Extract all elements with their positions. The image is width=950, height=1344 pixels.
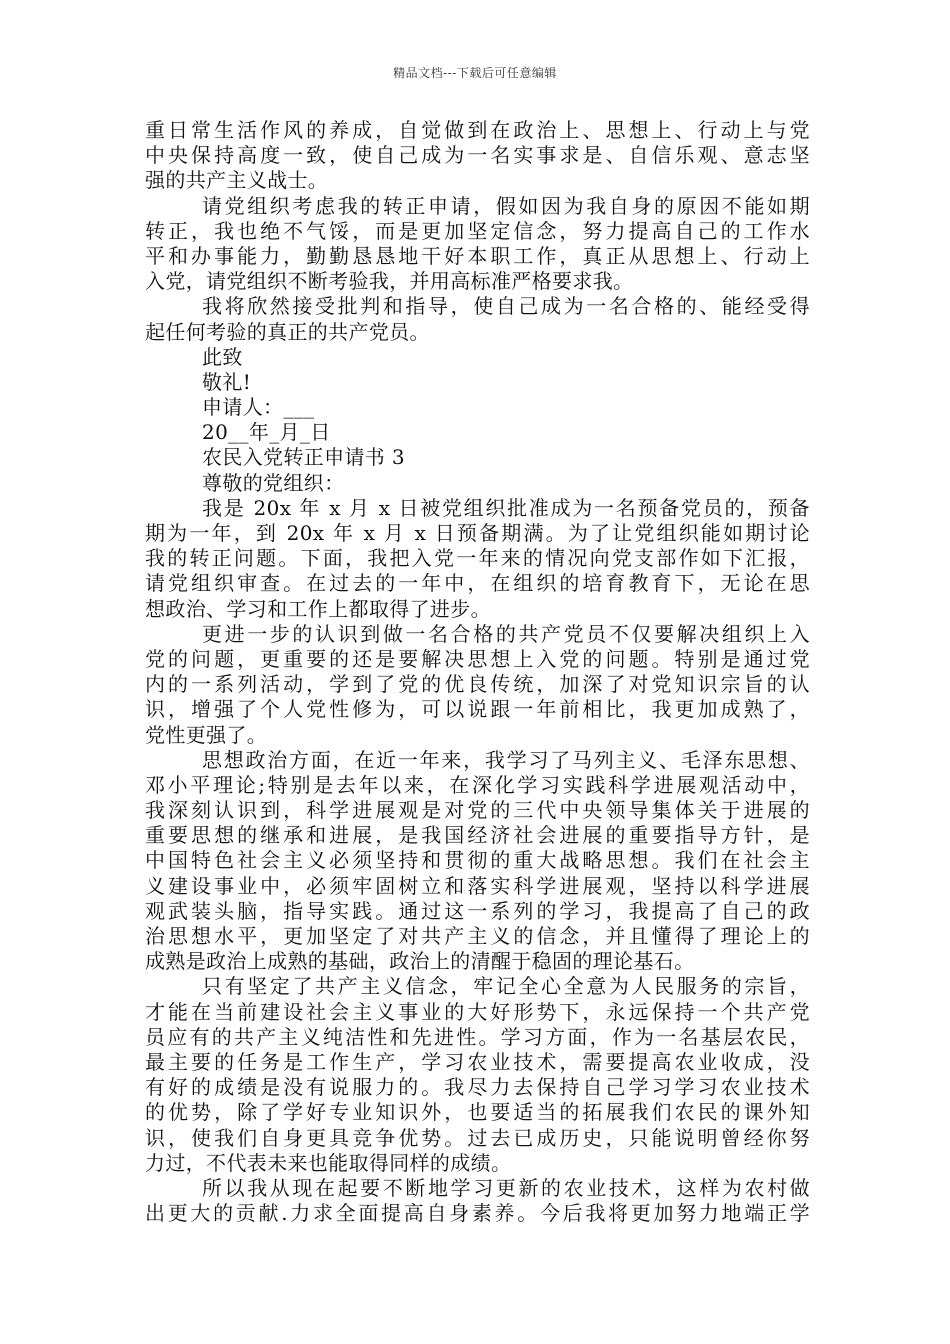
text-line: 我是 20x 年 x 月 x 日被党组织批准成为一名预备党员的，预备 — [202, 495, 810, 520]
text-line: 起任何考验的真正的共产党员。 — [145, 319, 430, 344]
text-line: 尊敬的党组织： — [202, 470, 345, 495]
text-line: 识，使我们自身更具竞争优势。过去已成历史，只能说明曾经你努 — [145, 1125, 810, 1150]
text-line: 请党组织审查。在过去的一年中，在组织的培育教育下，无论在思 — [145, 571, 810, 596]
text-line: 观武装头脑，指导实践。通过这一系列的学习，我提高了自己的政 — [145, 898, 810, 923]
text-line: 20__年_月_日 — [202, 420, 331, 445]
text-line: 期为一年，到 20x 年 x 月 x 日预备期满。为了让党组织能如期讨论 — [145, 521, 810, 545]
text-line: 党的问题，更重要的还是要解决思想上入党的问题。特别是通过党 — [145, 646, 810, 671]
text-line: 农民入党转正申请书 3 — [202, 445, 405, 470]
text-line: 才能在当前建设社会主义事业的大好形势下，永远保持一个共产党 — [145, 999, 810, 1024]
text-line: 强的共产主义战士。 — [145, 168, 329, 193]
text-line: 想政治、学习和工作上都取得了进步。 — [145, 596, 491, 621]
text-line: 义建设事业中，必须牢固树立和落实科学进展观，坚持以科学进展 — [145, 873, 810, 898]
text-line: 所以我从现在起要不断地学习更新的农业技术，这样为农村做 — [202, 1175, 810, 1200]
text-line: 请党组织考虑我的转正申请，假如因为我自身的原因不能如期 — [202, 193, 810, 218]
text-line: 内的一系列活动，学到了党的优良传统，加深了对党知识宗旨的认 — [145, 672, 810, 697]
text-line: 最主要的任务是工作生产，学习农业技术，需要提高农业收成，没 — [145, 1049, 810, 1074]
text-line: 我将欣然接受批判和指导，使自己成为一名合格的、能经受得 — [202, 294, 810, 319]
text-line: 敬礼! — [202, 369, 252, 394]
text-line: 员应有的共产主义纯洁性和先进性。学习方面，作为一名基层农民， — [145, 1024, 810, 1049]
text-line: 中国特色社会主义必须坚持和贯彻的重大战略思想。我们在社会主 — [145, 848, 810, 873]
text-line: 成熟是政治上成熟的基础，政治上的清醒于稳固的理论基石。 — [145, 949, 695, 974]
text-line: 出更大的贡献.力求全面提高自身素养。今后我将更加努力地端正学 — [145, 1201, 810, 1226]
text-line: 重要思想的继承和进展，是我国经济社会进展的重要指导方针，是 — [145, 823, 810, 848]
text-line: 只有坚定了共产主义信念，牢记全心全意为人民服务的宗旨， — [202, 974, 810, 999]
text-line: 邓小平理论;特别是去年以来，在深化学习实践科学进展观活动中， — [145, 772, 810, 797]
text-line: 力过，不代表未来也能取得同样的成绩。 — [145, 1150, 512, 1175]
text-line: 平和办事能力，勤勤恳恳地干好本职工作，真正从思想上、行动上 — [145, 243, 810, 268]
text-line: 转正，我也绝不气馁，而是更加坚定信念，努力提高自己的工作水 — [145, 218, 810, 243]
text-line: 中央保持高度一致，使自己成为一名实事求是、自信乐观、意志坚 — [145, 143, 810, 168]
text-line: 入党，请党组织不断考验我，并用高标准严格要求我。 — [145, 269, 634, 294]
text-line: 重日常生活作风的养成，自觉做到在政治上、思想上、行动上与党 — [145, 118, 810, 142]
text-line: 治思想水平，更加坚定了对共产主义的信念，并且懂得了理论上的 — [145, 924, 810, 948]
text-line: 思想政治方面，在近一年来，我学习了马列主义、毛泽东思想、 — [202, 747, 810, 772]
text-line: 此致 — [202, 344, 243, 369]
text-line: 我的转正问题。下面，我把入党一年来的情况向党支部作如下汇报， — [145, 546, 810, 571]
document-body — [145, 118, 810, 1226]
text-line: 识，增强了个人党性修为，可以说跟一年前相比，我更加成熟了， — [145, 697, 810, 722]
text-line: 的优势，除了学好专业知识外，也要适当的拓展我们农民的课外知 — [145, 1100, 810, 1125]
text-line: 更进一步的认识到做一名合格的共产党员不仅要解决组织上入 — [202, 621, 810, 646]
text-line: 有好的成绩是没有说服力的。我尽力去保持自己学习学习农业技术 — [145, 1075, 810, 1100]
page-header: 精品文档---下载后可任意编辑 — [393, 66, 557, 80]
text-line: 我深刻认识到，科学进展观是对党的三代中央领导集体关于进展的 — [145, 798, 810, 823]
text-line: 申请人：___ — [202, 395, 315, 420]
text-line: 党性更强了。 — [145, 722, 268, 747]
